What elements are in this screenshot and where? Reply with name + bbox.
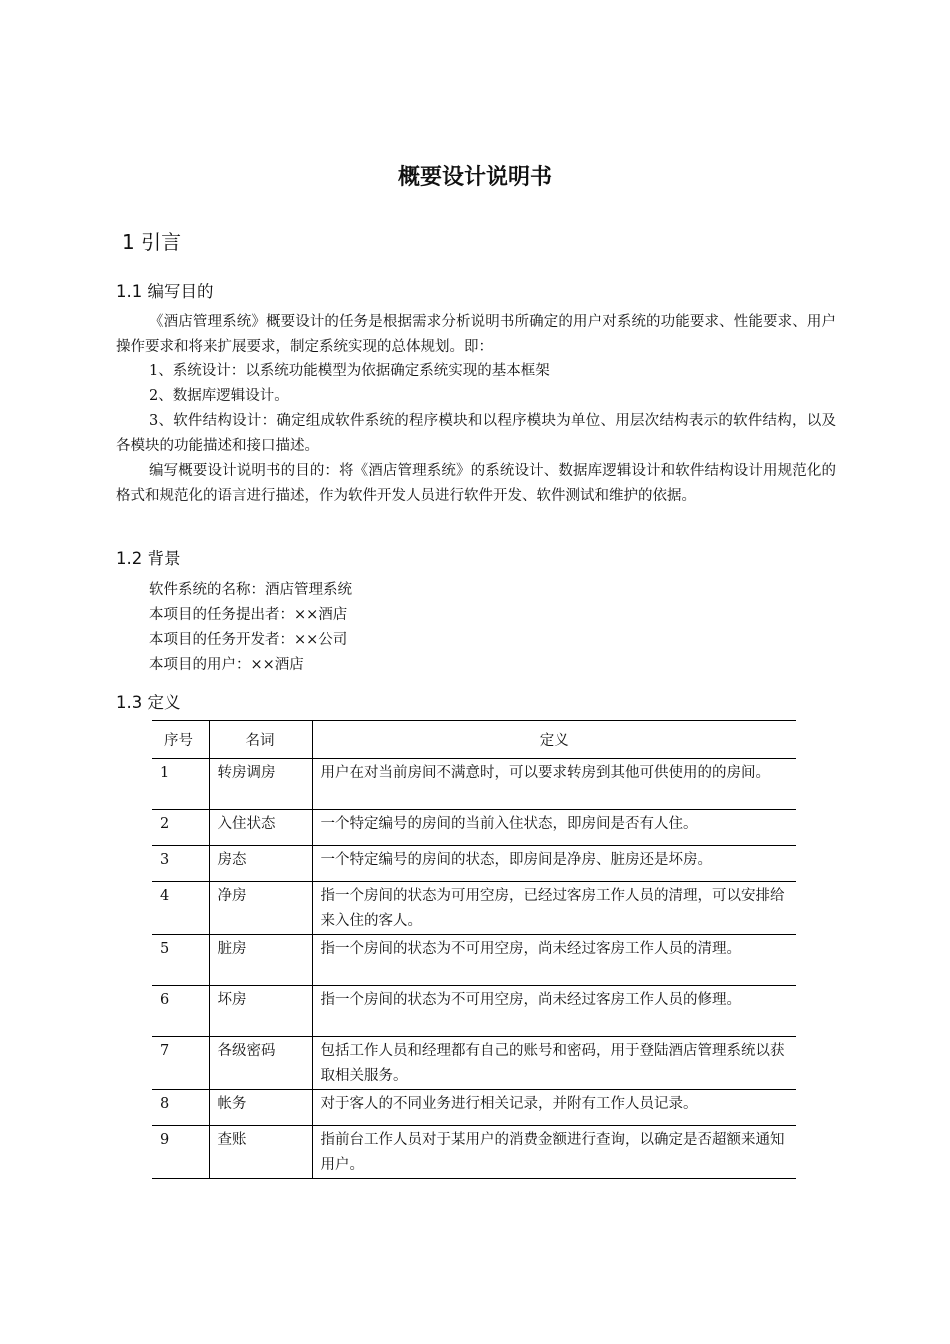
header-definition: 定义 — [312, 721, 796, 759]
section-heading-purpose: 1.1 编写目的 — [116, 282, 214, 301]
cell-term: 房态 — [209, 846, 312, 882]
page-title: 概要设计说明书 — [397, 165, 552, 190]
cell-definition: 一个特定编号的房间的当前入住状态，即房间是否有人住。 — [312, 810, 796, 846]
table-row — [152, 810, 796, 846]
cell-definition: 指一个房间的状态为不可用空房，尚未经过客房工作人员的修理。 — [312, 986, 796, 1037]
cell-index: 2 — [152, 810, 209, 846]
cell-term: 转房调房 — [209, 759, 312, 810]
cell-index: 3 — [152, 846, 209, 882]
list-item-database-design: 2、数据库逻辑设计。 — [149, 388, 289, 404]
cell-definition: 用户在对当前房间不满意时，可以要求转房到其他可供使用的的房间。 — [312, 759, 796, 810]
background-line-system-name: 软件系统的名称：酒店管理系统 — [149, 582, 352, 598]
section-heading-background: 1.2 背景 — [116, 549, 181, 568]
table-row — [152, 1090, 796, 1126]
cell-term: 各级密码 — [209, 1037, 312, 1090]
header-term: 名词 — [209, 721, 312, 759]
cell-definition: 一个特定编号的房间的状态，即房间是净房、脏房还是坏房。 — [312, 846, 796, 882]
table-row — [152, 986, 796, 1037]
list-item-software-structure: 3、软件结构设计：确定组成软件系统的程序模块和以程序模块为单位、用层次结构表示的软件结构，以及各模块的功能描述和接口描述。 — [116, 413, 836, 454]
cell-index: 1 — [152, 759, 209, 810]
header-index: 序号 — [152, 721, 209, 759]
purpose-paragraph: 编写概要设计说明书的目的：将《酒店管理系统》的系统设计、数据库逻辑设计和软件结构设计用规范化的格式和规范化的语言进行描述，作为软件开发人员进行软件开发、软件测试和维护的依据。 — [116, 463, 836, 504]
cell-definition: 指一个房间的状态为不可用空房，尚未经过客房工作人员的清理。 — [312, 935, 796, 986]
table-row — [152, 846, 796, 882]
cell-index: 4 — [152, 882, 209, 935]
cell-term: 帐务 — [209, 1090, 312, 1126]
purpose-intro-paragraph: 《酒店管理系统》概要设计的任务是根据需求分析说明书所确定的用户对系统的功能要求、性能要求、用户操作要求和将来扩展要求，制定系统实现的总体规划。即： — [116, 314, 836, 355]
cell-index: 8 — [152, 1090, 209, 1126]
section-heading-definitions: 1.3 定义 — [116, 693, 181, 712]
cell-index: 5 — [152, 935, 209, 986]
definitions-table — [152, 720, 796, 1179]
cell-index: 6 — [152, 986, 209, 1037]
cell-definition: 包括工作人员和经理都有自己的账号和密码，用于登陆酒店管理系统以获取相关服务。 — [312, 1037, 796, 1090]
table-row — [152, 1037, 796, 1090]
cell-term: 查账 — [209, 1126, 312, 1179]
background-line-proposer: 本项目的任务提出者：××酒店 — [149, 607, 348, 623]
cell-definition: 指一个房间的状态为可用空房，已经过客房工作人员的清理，可以安排给来入住的客人。 — [312, 882, 796, 935]
cell-definition: 对于客人的不同业务进行相关记录，并附有工作人员记录。 — [312, 1090, 796, 1126]
cell-index: 7 — [152, 1037, 209, 1090]
table-row — [152, 759, 796, 810]
section-heading-introduction: 1 引言 — [122, 230, 182, 254]
cell-definition: 指前台工作人员对于某用户的消费金额进行查询，以确定是否超额来通知用户。 — [312, 1126, 796, 1179]
table-row — [152, 935, 796, 986]
cell-term: 坏房 — [209, 986, 312, 1037]
cell-index: 9 — [152, 1126, 209, 1179]
table-header-row — [152, 721, 796, 759]
list-item-system-design: 1、系统设计：以系统功能模型为依据确定系统实现的基本框架 — [149, 363, 550, 379]
cell-term: 脏房 — [209, 935, 312, 986]
background-line-user: 本项目的用户：××酒店 — [149, 657, 304, 673]
table-row — [152, 882, 796, 935]
cell-term: 净房 — [209, 882, 312, 935]
background-line-developer: 本项目的任务开发者：××公司 — [149, 632, 348, 648]
table-row — [152, 1126, 796, 1179]
cell-term: 入住状态 — [209, 810, 312, 846]
